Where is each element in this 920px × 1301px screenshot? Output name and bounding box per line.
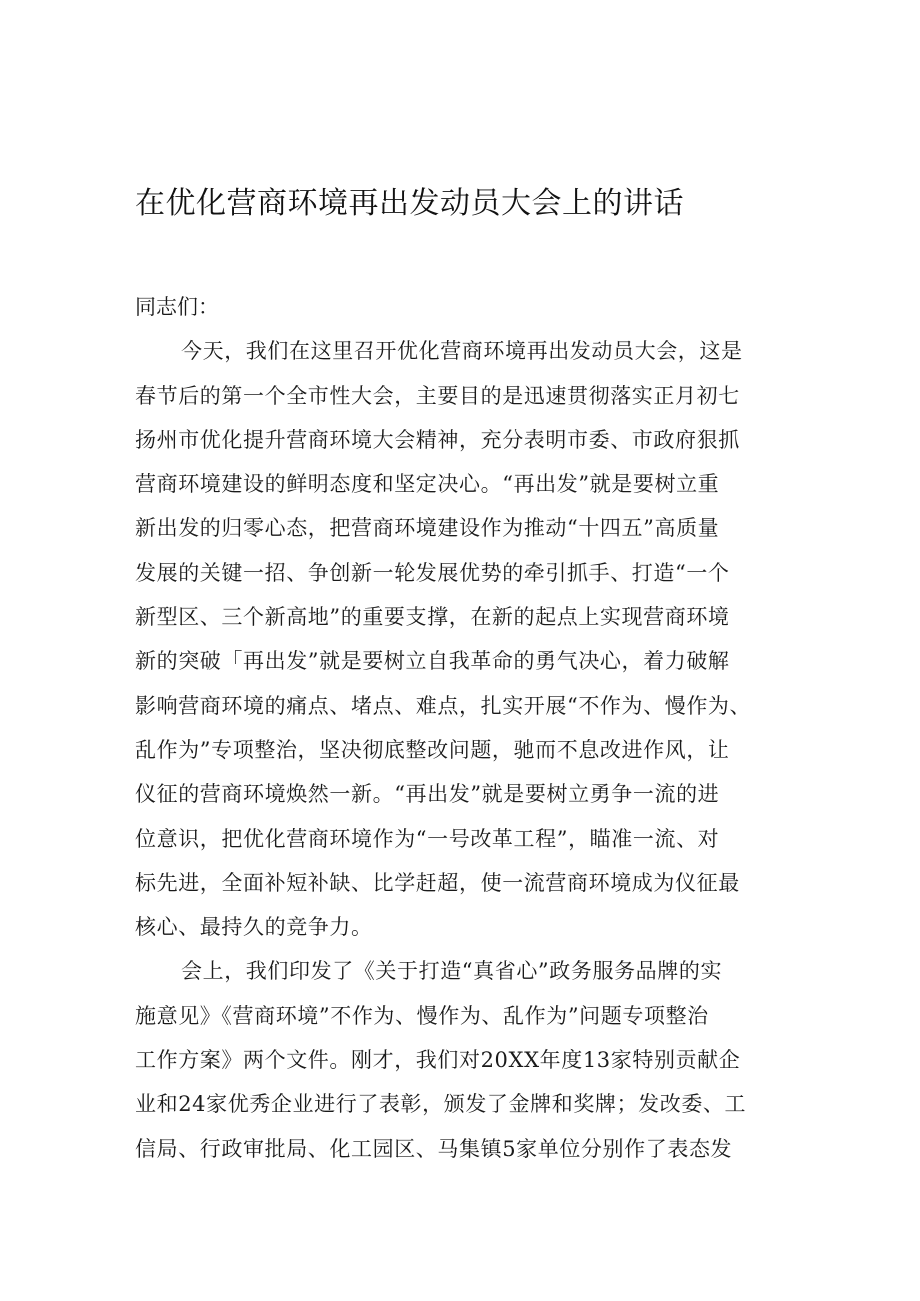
speech-body — [135, 285, 815, 1171]
body-line: 仪征的营商环境焕然一新。“再出发”就是要树立勇争一流的进 — [135, 782, 720, 807]
body-line: 会上，我们印发了《关于打造“真省心”政务服务品牌的实 — [181, 959, 723, 984]
body-line: 新出发的归零心态，把营商环境建设作为推动“十四五”高质量 — [135, 516, 720, 541]
body-line: 扬州市优化提升营商环境大会精神，充分表明市委、市政府狠抓 — [135, 427, 740, 452]
body-line: 标先进，全面补短补缺、比学赶超，使一流营商环境成为仪征最 — [135, 870, 740, 895]
document-title: 在优化营商环境再出发动员大会上的讲话 — [135, 186, 684, 221]
body-line: 核心、最持久的竞争力。 — [135, 915, 373, 940]
body-line: 工作方案》两个文件。刚才，我们对20XX年度13家特别贡献企 — [135, 1048, 741, 1073]
body-line: 今天，我们在这里召开优化营商环境再出发动员大会，这是 — [181, 339, 743, 364]
body-line: 位意识，把优化营商环境作为“一号改革工程”，瞄准一流、对 — [135, 826, 720, 851]
body-line: 新型区、三个新高地”的重要支撑，在新的起点上实现营商环境 — [135, 605, 730, 630]
body-line: 春节后的第一个全市性大会，主要目的是迅速贯彻落实正月初七 — [135, 383, 740, 408]
body-line: 新的突破「再出发”就是要树立自我革命的勇气决心，着力破解 — [135, 649, 730, 674]
body-line: 乱作为”专项整治，坚决彻底整改问题，驰而不息改进作风，让 — [135, 737, 730, 762]
body-line: 影响营商环境的痛点、堵点、难点，扎实开展“不作为、慢作为、 — [135, 693, 752, 718]
body-line: 施意见》《营商环境”不作为、慢作为、乱作为”问题专项整治 — [135, 1003, 709, 1028]
body-line: 发展的关键一招、争创新一轮发展优势的牵引抓手、打造“一个 — [135, 560, 730, 585]
body-line: 营商环境建设的鲜明态度和坚定决心。“再出发”就是要树立重 — [135, 472, 720, 497]
body-line: 业和24家优秀企业进行了表彰，颁发了金牌和奖牌；发改委、工 — [135, 1092, 747, 1117]
salutation: 同志们： — [135, 295, 219, 319]
body-line: 信局、行政审批局、化工园区、马集镇5家单位分别作了表态发 — [135, 1136, 733, 1161]
